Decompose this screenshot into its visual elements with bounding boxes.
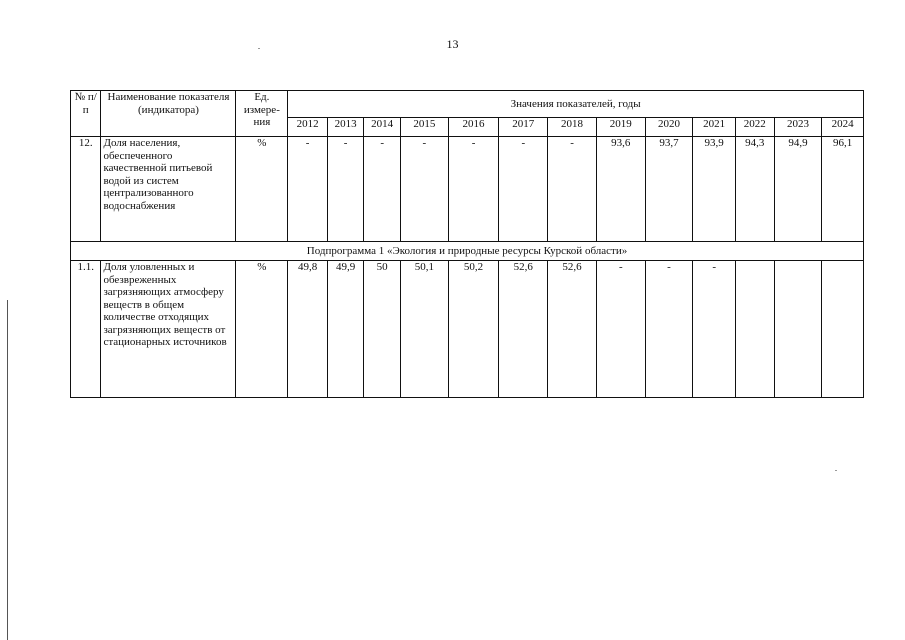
year-header: 2016 xyxy=(448,118,499,137)
value-cell: 52,6 xyxy=(499,261,548,398)
value-cell: - xyxy=(400,137,448,242)
year-header: 2012 xyxy=(288,118,328,137)
value-cell: 50 xyxy=(364,261,401,398)
value-cell xyxy=(774,261,822,398)
value-cell: - xyxy=(288,137,328,242)
value-cell: 93,9 xyxy=(693,137,736,242)
header-unit: Ед. измере-ния xyxy=(236,91,288,137)
value-cell: - xyxy=(499,137,548,242)
value-cell: 49,8 xyxy=(288,261,328,398)
value-cell: 94,9 xyxy=(774,137,822,242)
value-cell: - xyxy=(364,137,401,242)
value-cell: 93,6 xyxy=(596,137,645,242)
year-header: 2023 xyxy=(774,118,822,137)
value-cell: - xyxy=(548,137,597,242)
header-num: № п/п xyxy=(71,91,101,137)
page-number: 13 xyxy=(446,37,459,51)
value-cell: 93,7 xyxy=(645,137,693,242)
value-cell xyxy=(822,261,864,398)
year-header: 2022 xyxy=(736,118,775,137)
value-cell: 52,6 xyxy=(548,261,597,398)
scan-speck xyxy=(258,48,260,49)
value-cell: 94,3 xyxy=(736,137,775,242)
value-cell: 50,2 xyxy=(448,261,499,398)
scan-edge-line xyxy=(7,300,8,640)
year-header: 2021 xyxy=(693,118,736,137)
value-cell: - xyxy=(327,137,364,242)
year-header: 2015 xyxy=(400,118,448,137)
header-row xyxy=(71,91,864,118)
year-header: 2020 xyxy=(645,118,693,137)
value-cell: - xyxy=(596,261,645,398)
value-cell: - xyxy=(448,137,499,242)
scan-speck xyxy=(835,470,837,471)
year-header: 2013 xyxy=(327,118,364,137)
indicator-name: Доля уловленных и обезвреженных загрязняющих атмосферу веществ в общем количестве отходящих загрязняющих веществ от стационарных источников xyxy=(101,261,236,398)
value-cell: - xyxy=(693,261,736,398)
subprogram-title: Подпрограмма 1 «Экология и природные ресурсы Курской области» xyxy=(71,242,864,261)
year-header: 2024 xyxy=(822,118,864,137)
row-number: 12. xyxy=(71,137,101,242)
value-cell: 50,1 xyxy=(400,261,448,398)
value-cell xyxy=(736,261,775,398)
header-values-group: Значения показателей, годы xyxy=(288,91,864,118)
year-header: 2018 xyxy=(548,118,597,137)
unit-cell: % xyxy=(236,137,288,242)
value-cell: 96,1 xyxy=(822,137,864,242)
row-number: 1.1. xyxy=(71,261,101,398)
header-name: Наименование показателя (индикатора) xyxy=(101,91,236,137)
table-row xyxy=(71,261,864,398)
subprogram-row xyxy=(71,242,864,261)
indicators-table xyxy=(70,90,864,398)
indicator-name: Доля населения, обеспеченного качественной питьевой водой из систем централизованного водоснабжения xyxy=(101,137,236,242)
year-header: 2014 xyxy=(364,118,401,137)
year-header: 2017 xyxy=(499,118,548,137)
table-row xyxy=(71,137,864,242)
unit-cell: % xyxy=(236,261,288,398)
value-cell: - xyxy=(645,261,693,398)
value-cell: 49,9 xyxy=(327,261,364,398)
year-header: 2019 xyxy=(596,118,645,137)
